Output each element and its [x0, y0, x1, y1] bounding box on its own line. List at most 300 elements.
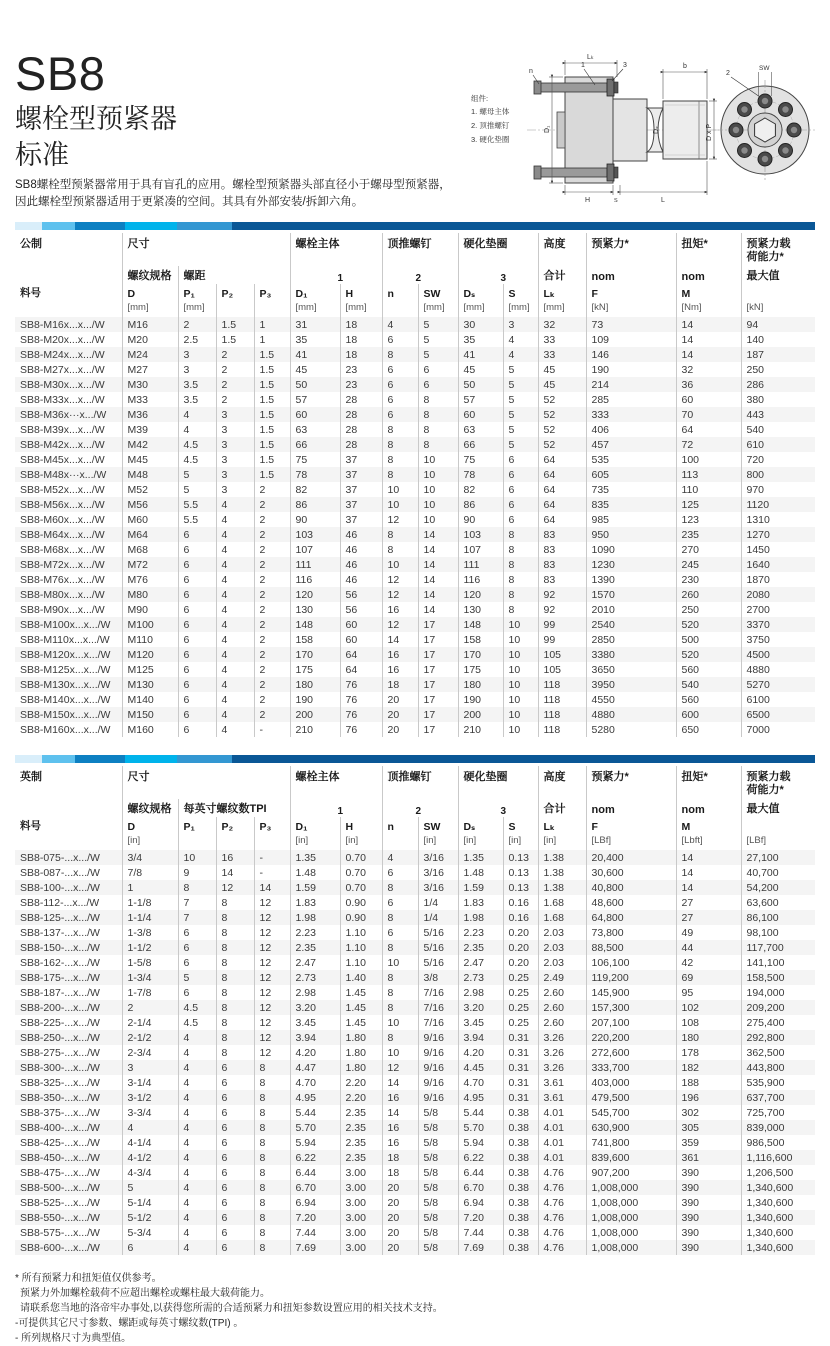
cell: 2	[254, 617, 290, 632]
cell: 443	[741, 407, 815, 422]
cell: 32	[538, 317, 586, 332]
sym-m: M	[676, 284, 741, 301]
cell: 10	[382, 955, 418, 970]
cell: 3	[503, 317, 538, 332]
cell: 8	[254, 1165, 290, 1180]
cell: 5270	[741, 677, 815, 692]
cell: 2	[216, 392, 254, 407]
cell: 4	[178, 1105, 216, 1120]
cell: 7	[178, 895, 216, 910]
cell: 6	[503, 482, 538, 497]
cell: 18	[382, 677, 418, 692]
cell: 8	[216, 1045, 254, 1060]
cell: 18	[340, 347, 382, 362]
cell: 3-3/4	[122, 1105, 178, 1120]
metric-table	[15, 233, 815, 737]
unit-sw: [in]	[418, 834, 458, 850]
cell: 17	[418, 707, 458, 722]
cell: 5-1/2	[122, 1210, 178, 1225]
col-part-no: 料号	[20, 820, 41, 832]
cell: 182	[676, 1060, 741, 1075]
cell: 390	[676, 1165, 741, 1180]
cell: 3380	[586, 647, 676, 662]
cell: 2.35	[290, 940, 340, 955]
cell: 1,008,000	[586, 1210, 676, 1225]
cell: 2.23	[290, 925, 340, 940]
cell: 0.38	[503, 1195, 538, 1210]
cell: 4	[178, 1195, 216, 1210]
table-row	[15, 437, 815, 452]
cell: M110	[122, 632, 178, 647]
cell: 8	[418, 422, 458, 437]
cell: 63	[458, 422, 503, 437]
cell: 16	[216, 850, 254, 865]
cell: 3.45	[458, 1015, 503, 1030]
cell: 18	[340, 332, 382, 347]
cell: 1120	[741, 497, 815, 512]
footnotes	[15, 1271, 815, 1346]
blank	[741, 284, 815, 301]
cell: 10	[382, 1015, 418, 1030]
accent-segment	[15, 222, 42, 230]
cell: 10	[418, 482, 458, 497]
cell: 6	[216, 1180, 254, 1195]
cell: 5	[503, 437, 538, 452]
table-row	[15, 1015, 815, 1030]
cell: 5-1/4	[122, 1195, 178, 1210]
cell: M45	[122, 452, 178, 467]
cell: 118	[538, 722, 586, 737]
cell: 907,200	[586, 1165, 676, 1180]
cell: 4	[216, 662, 254, 677]
cell: SB8-M33x...x.../W	[20, 393, 105, 406]
cell: 500	[676, 632, 741, 647]
cell: 35	[290, 332, 340, 347]
table-row	[15, 707, 815, 722]
cell: 2	[216, 377, 254, 392]
cell: 8	[254, 1240, 290, 1255]
cell: 1	[122, 880, 178, 895]
col-thread-spec: 螺纹规格	[122, 266, 178, 284]
cell: 12	[254, 970, 290, 985]
sym-p1: P₁	[178, 817, 216, 834]
cell: 1570	[586, 587, 676, 602]
table-row	[15, 632, 815, 647]
cell: 14	[676, 880, 741, 895]
col-height-sub: 合计	[538, 799, 586, 817]
cell: SB8-375-...x.../W	[20, 1106, 100, 1119]
cell: SB8-M110x...x.../W	[20, 633, 110, 646]
cell: 362,500	[741, 1045, 815, 1060]
cell: 102	[676, 1000, 741, 1015]
cell: SB8-M24x...x.../W	[20, 348, 105, 361]
cell: 0.70	[340, 880, 382, 895]
cell: 8	[382, 347, 418, 362]
cell: SB8-112-...x.../W	[20, 896, 100, 909]
cell: 250	[741, 362, 815, 377]
table-row	[15, 407, 815, 422]
cell: 4	[216, 722, 254, 737]
cell: 6	[178, 940, 216, 955]
col-capacity-sub: 最大值	[741, 799, 815, 817]
cell: 4.47	[290, 1060, 340, 1075]
imperial-table-body	[15, 850, 815, 1255]
unit-ds: [mm]	[458, 301, 503, 317]
sym-sw: SW	[418, 817, 458, 834]
cell: 8	[254, 1060, 290, 1075]
cell: 52	[538, 437, 586, 452]
cell: 0.38	[503, 1180, 538, 1195]
cell: M16	[122, 317, 178, 332]
table-row	[15, 1180, 815, 1195]
cell: 48,600	[586, 895, 676, 910]
cell: 4	[178, 1240, 216, 1255]
blank	[15, 301, 122, 317]
cell: 16	[382, 1135, 418, 1150]
cell: 970	[741, 482, 815, 497]
cell: 250	[676, 602, 741, 617]
cell: 4	[216, 647, 254, 662]
cell: 17	[418, 662, 458, 677]
unit-h: [mm]	[340, 301, 382, 317]
cell: 56	[340, 602, 382, 617]
cell: 45	[458, 362, 503, 377]
cell: 75	[290, 452, 340, 467]
cell: 2	[254, 482, 290, 497]
cell: 4	[178, 1045, 216, 1060]
legend-item: 2. 顶推螺钉	[471, 120, 510, 130]
cell: 3.26	[538, 1030, 586, 1045]
cell: 4.5	[178, 437, 216, 452]
cell: 1.83	[290, 895, 340, 910]
cell: 9/16	[418, 1030, 458, 1045]
sym-p2: P₂	[216, 817, 254, 834]
unit-d1: [in]	[290, 834, 340, 850]
cell: 64	[340, 647, 382, 662]
cell: 95	[676, 985, 741, 1000]
accent-segment	[75, 222, 125, 230]
cell: 4	[216, 692, 254, 707]
cell: 99	[538, 632, 586, 647]
cell: 1.5	[254, 467, 290, 482]
cell: 10	[418, 467, 458, 482]
cell: 14	[254, 880, 290, 895]
cell: 5.70	[290, 1120, 340, 1135]
cell: 3/16	[418, 880, 458, 895]
cell: 5/8	[418, 1180, 458, 1195]
cell: 535	[586, 452, 676, 467]
cell: 0.31	[503, 1060, 538, 1075]
cell: 4	[178, 1075, 216, 1090]
cell: 10	[382, 557, 418, 572]
cell: 479,500	[586, 1090, 676, 1105]
cell: 66	[458, 437, 503, 452]
cell: 180	[676, 1030, 741, 1045]
footnote-line: -可提供其它尺寸参数、螺距或每英寸螺纹数(TPI) 。	[15, 1318, 244, 1329]
col-part-no: 料号	[20, 287, 41, 299]
cell: 8	[382, 542, 418, 557]
ref-label-1: 1	[581, 62, 585, 69]
cell: SB8-075-...x.../W	[20, 851, 100, 864]
legend-title: 组件:	[471, 94, 489, 103]
cell: 76	[340, 707, 382, 722]
cell: 0.31	[503, 1075, 538, 1090]
cell: 9/16	[418, 1060, 458, 1075]
cell: 4.01	[538, 1120, 586, 1135]
cell: 2-1/2	[122, 1030, 178, 1045]
cell: 16	[382, 602, 418, 617]
cell: 92	[538, 602, 586, 617]
cell: 6	[178, 602, 216, 617]
cell: 36	[676, 377, 741, 392]
cell: 20,400	[586, 850, 676, 865]
cell: 60	[340, 617, 382, 632]
accent-segment	[177, 222, 232, 230]
cell: 390	[676, 1225, 741, 1240]
table-row	[15, 1090, 815, 1105]
cell: 56	[340, 587, 382, 602]
cell: 4.95	[458, 1090, 503, 1105]
cell: 8	[382, 970, 418, 985]
col-thread-spec: 螺纹规格	[122, 799, 178, 817]
cell: 6500	[741, 707, 815, 722]
unit-h: [in]	[340, 834, 382, 850]
cell: 12	[382, 1060, 418, 1075]
cell: 17	[418, 647, 458, 662]
unit-sw: [mm]	[418, 301, 458, 317]
cell: 17	[418, 722, 458, 737]
col-group-height: 高度	[538, 233, 586, 266]
cell: M48	[122, 467, 178, 482]
cell: 46	[340, 557, 382, 572]
cell: 49	[676, 925, 741, 940]
unit-f: [kN]	[586, 301, 676, 317]
table-row	[15, 910, 815, 925]
cell: SB8-275-...x.../W	[20, 1046, 100, 1059]
blank	[741, 817, 815, 834]
cell: 2.5	[178, 332, 216, 347]
cell: 5.5	[178, 512, 216, 527]
table-row	[15, 880, 815, 895]
cell: 14	[676, 332, 741, 347]
table-row	[15, 1105, 815, 1120]
cell: 2.35	[340, 1105, 382, 1120]
sym-n: n	[382, 284, 418, 301]
cell: 2-1/4	[122, 1015, 178, 1030]
accent-segment	[232, 222, 815, 230]
cell: 78	[458, 467, 503, 482]
footnote-line: * 所有预紧力和扭矩值仅供参考。	[15, 1273, 162, 1284]
cell: 2	[254, 647, 290, 662]
cell: 1,206,500	[741, 1165, 815, 1180]
cell: 5	[122, 1180, 178, 1195]
imperial-table	[15, 766, 815, 1255]
cell: M64	[122, 527, 178, 542]
footnote-line: - 所列规格尺寸为典型值。	[15, 1333, 132, 1344]
cell: 4	[216, 542, 254, 557]
cell: 0.25	[503, 1015, 538, 1030]
cell: 1.5	[216, 332, 254, 347]
cell: 8	[216, 925, 254, 940]
page-subtitle: 螺栓型预紧器	[15, 104, 177, 134]
cell: 610	[741, 437, 815, 452]
cell: 4	[178, 1090, 216, 1105]
cell: 4	[503, 332, 538, 347]
blank	[15, 799, 122, 817]
cell: 6	[178, 527, 216, 542]
cell: 14	[418, 587, 458, 602]
cell: 2.20	[340, 1075, 382, 1090]
cell: 8	[254, 1195, 290, 1210]
cell: 27	[676, 895, 741, 910]
cell: 33	[538, 332, 586, 347]
cell: 8	[254, 1105, 290, 1120]
cell: 6.70	[458, 1180, 503, 1195]
cell: 16	[382, 647, 418, 662]
cell: 5.94	[290, 1135, 340, 1150]
cell: 2850	[586, 632, 676, 647]
cell: 175	[458, 662, 503, 677]
cell: 8	[254, 1225, 290, 1240]
cell: 380	[741, 392, 815, 407]
sym-lk: Lₖ	[538, 284, 586, 301]
cell: 8	[418, 407, 458, 422]
cell: 6	[178, 722, 216, 737]
cell: 45	[290, 362, 340, 377]
cell: 99	[538, 617, 586, 632]
cell: 20	[382, 722, 418, 737]
cell: 0.13	[503, 850, 538, 865]
cell: 4880	[586, 707, 676, 722]
table-row	[15, 692, 815, 707]
cell: 1.68	[538, 910, 586, 925]
cell: 3	[178, 362, 216, 377]
cell: 8	[216, 955, 254, 970]
col-group-torque: 扭矩*	[676, 233, 741, 266]
cell: SB8-M140x...x.../W	[20, 693, 111, 706]
cell: 45	[538, 377, 586, 392]
cell: 60	[290, 407, 340, 422]
cell: 10	[503, 632, 538, 647]
cell: 2	[254, 587, 290, 602]
cell: 105	[538, 647, 586, 662]
cell: 1.59	[458, 880, 503, 895]
unit-m: [Lbft]	[676, 834, 741, 850]
cell: 1.10	[340, 955, 382, 970]
sym-d: D	[122, 817, 178, 834]
col-tpi: 每英寸螺纹数TPI	[178, 799, 290, 817]
cell: 5.44	[290, 1105, 340, 1120]
cell: 12	[254, 910, 290, 925]
cell: SB8-550-...x.../W	[20, 1211, 100, 1224]
cell: 6	[382, 392, 418, 407]
cell: 6	[216, 1135, 254, 1150]
cell: 839,600	[586, 1150, 676, 1165]
cell: 6.94	[458, 1195, 503, 1210]
cell: 63,600	[741, 895, 815, 910]
cell: 1,116,600	[741, 1150, 815, 1165]
cell: 7/16	[418, 1000, 458, 1015]
cell: 1.40	[340, 970, 382, 985]
cell: SB8-M39x...x.../W	[20, 423, 105, 436]
sym-ds: Dₛ	[458, 284, 503, 301]
col-group-preload: 预紧力*	[586, 233, 676, 266]
sym-h: H	[340, 817, 382, 834]
cell: 1.80	[340, 1045, 382, 1060]
cell: 8	[382, 1000, 418, 1015]
cell: 650	[676, 722, 741, 737]
cell: 8	[254, 1180, 290, 1195]
cell: 305	[676, 1120, 741, 1135]
cell: 361	[676, 1150, 741, 1165]
cell: 6	[178, 985, 216, 1000]
ref-marker-2: 2	[382, 799, 458, 817]
cell: 1.59	[290, 880, 340, 895]
cell: 116	[290, 572, 340, 587]
cell: 3	[216, 482, 254, 497]
cell: 46	[340, 572, 382, 587]
cell: 123	[676, 512, 741, 527]
sym-p2: P₂	[216, 284, 254, 301]
unit-n	[382, 301, 418, 317]
cell: M60	[122, 512, 178, 527]
cell: 20	[382, 692, 418, 707]
cell: 1.48	[290, 865, 340, 880]
sym-f: F	[586, 817, 676, 834]
cell: SB8-M80x...x.../W	[20, 588, 105, 601]
cell: 6.22	[458, 1150, 503, 1165]
blank	[15, 266, 122, 284]
accent-segment	[42, 755, 75, 763]
cell: SB8-M60x...x.../W	[20, 513, 105, 526]
cell: SB8-250-...x.../W	[20, 1031, 100, 1044]
cell: 839,000	[741, 1120, 815, 1135]
cell: 0.38	[503, 1225, 538, 1240]
cell: 5/16	[418, 940, 458, 955]
col-group-bolt-body: 螺栓主体	[290, 233, 382, 266]
cell: 235	[676, 527, 741, 542]
cell: 10	[503, 647, 538, 662]
col-group-preload: 预紧力*	[586, 766, 676, 799]
cell: 37	[340, 482, 382, 497]
cell: 64	[676, 422, 741, 437]
cell: 83	[538, 572, 586, 587]
cell: 1.80	[340, 1060, 382, 1075]
cell: 1,008,000	[586, 1225, 676, 1240]
cell: 4-1/2	[122, 1150, 178, 1165]
cell: 3	[216, 407, 254, 422]
cell: 4.76	[538, 1180, 586, 1195]
cell: 8	[254, 1210, 290, 1225]
cell: 7.20	[290, 1210, 340, 1225]
cell: 1.35	[458, 850, 503, 865]
cell: 5-3/4	[122, 1225, 178, 1240]
sym-p3: P₃	[254, 817, 290, 834]
page-title: SB8	[15, 47, 106, 100]
cell: 118	[538, 677, 586, 692]
cell: 2	[254, 557, 290, 572]
cell: 40,700	[741, 865, 815, 880]
col-group-dimensions: 尺寸	[122, 766, 290, 799]
cell: 4.70	[458, 1075, 503, 1090]
table-row	[15, 602, 815, 617]
cell: 3/16	[418, 850, 458, 865]
cell: 4	[216, 602, 254, 617]
cell: M30	[122, 377, 178, 392]
table-row	[15, 895, 815, 910]
unit-s: [in]	[503, 834, 538, 850]
cell: 210	[290, 722, 340, 737]
